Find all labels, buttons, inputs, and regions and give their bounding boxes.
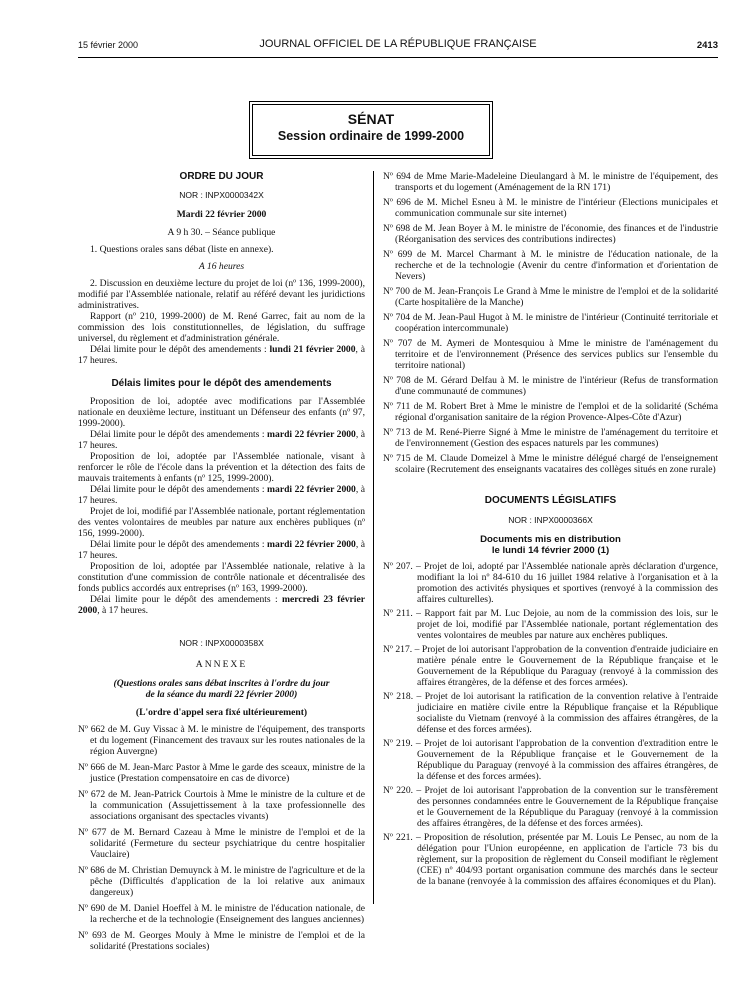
annexe-heading: ANNEXE <box>195 659 248 670</box>
document-item: Nº 219. – Projet de loi autorisant l'approbation de la convention d'extradition entre le Gouvernement de la République française et le Gouvernement de la République du Paraguay (renvoyé à la commission des affaires étrangères, de la défense et des forces armées). <box>383 738 718 782</box>
page-number: 2413 <box>696 40 718 51</box>
left-column <box>78 171 365 952</box>
documents-subtitle-1: Documents mis en distribution <box>480 534 621 545</box>
document-item: Nº 217. – Projet de loi autorisant l'approbation de la convention d'entraide judiciaire en matière pénale entre le Gouvernement de la République française et le Gouvernement de la République du Paraguay (renvoyé à la commission des affaires étrangères, de la défense et des forces armées). <box>383 644 718 688</box>
delai-2: Délai limite pour le dépôt des amendements : mardi 22 février 2000, à 17 heures. <box>78 484 365 506</box>
questions-list-left <box>78 724 365 952</box>
documents-subtitle-2: le lundi 14 février 2000 (1) <box>491 545 610 556</box>
document-item: Nº 218. – Projet de loi autorisant la ratification de la convention relative à l'entraide judiciaire en matière civile entre la République française et la République socialiste du Vietnam (renvoyé à la commission des affaires étrangères, de la défense et des forces armées). <box>383 691 718 735</box>
delai-item-2: Délai limite pour le dépôt des amendements : lundi 21 février 2000, à 17 heures. <box>78 344 365 366</box>
question-item: Nº 686 de M. Christian Demuynck à M. le ministre de l'agriculture et de la pêche (Difficultés d'application de la loi relative aux animaux dangereux) <box>78 865 365 898</box>
question-item: Nº 672 de M. Jean-Patrick Courtois à Mme le ministre de la culture et de la communication (Assujettissement à la taxe professionnelle des associations organisant des spectacles vivants) <box>78 789 365 822</box>
question-item: Nº 708 de M. Gérard Delfau à M. le ministre de l'intérieur (Refus de transformation d'une communauté de communes) <box>383 375 718 397</box>
agenda-item-2: 2. Discussion en deuxième lecture du projet de loi (nº 136, 1999-2000), modifié par l'Assemblée nationale, relatif au référé devant les juridictions administratives. <box>78 278 365 311</box>
nor-reference-documents: NOR : INPX0000366X <box>508 515 593 525</box>
document-item: Nº 221. – Proposition de résolution, présentée par M. Louis Le Pensec, au nom de la délégation pour l'Union européenne, en application de l'article 73 bis du règlement, sur la proposition de règlement du Conseil modifiant le règlement (CEE) nº 404/93 portant organisation commune des marchés dans le secteur de la banane (renvoyée à la commission des affaires économiques et du Plan). <box>383 832 718 887</box>
nor-reference-annexe: NOR : INPX0000358X <box>179 638 264 648</box>
ordre-appel-note: (L'ordre d'appel sera fixé ultérieurement) <box>135 707 308 718</box>
right-column <box>383 171 718 887</box>
delais-heading: Délais limites pour le dépôt des amendements <box>111 378 332 389</box>
page-header <box>78 38 718 54</box>
rapport-text: Rapport (nº 210, 1999-2000) de M. René Garrec, fait au nom de la commission des lois constitutionnelles, de législation, du suffrage universel, du règlement et d'administration générale. <box>78 311 365 344</box>
question-item: Nº 662 de M. Guy Vissac à M. le ministre de l'équipement, des transports et du logement (Financement des travaux sur les routes nationales de la région Auvergne) <box>78 724 365 757</box>
delai-1: Délai limite pour le dépôt des amendements : mardi 22 février 2000, à 17 heures. <box>78 429 365 451</box>
ordre-du-jour-heading: ORDRE DU JOUR <box>179 171 264 182</box>
proposition-4: Proposition de loi, adoptée par l'Assemblée nationale, relative à la constitution d'une commission de contrôle nationale et décentralisée des fonds publics accordés aux entreprises (nº 163, 1999-2000). <box>78 561 365 594</box>
proposition-3: Projet de loi, modifié par l'Assemblée nationale, portant réglementation des ventes volontaires de meubles par nature aux enchères publiques (nº 156, 1999-2000). <box>78 506 365 539</box>
question-item: Nº 700 de M. Jean-François Le Grand à Mme le ministre de l'emploi et de la solidarité (Carte hospitalière de la Manche) <box>383 286 718 308</box>
question-item: Nº 696 de M. Michel Esneu à M. le ministre de l'intérieur (Elections municipales et communication communale sur site internet) <box>383 197 718 219</box>
question-item: Nº 690 de M. Daniel Hoeffel à M. le ministre de l'éducation nationale, de la recherche et de la technologie (Enseignement des langues anciennes) <box>78 903 365 925</box>
question-item: Nº 677 de M. Bernard Cazeau à Mme le ministre de l'emploi et de la solidarité (Fermeture du secteur psychiatrique du centre hospitalier Vauclaire) <box>78 827 365 860</box>
delai-3: Délai limite pour le dépôt des amendements : mardi 22 février 2000, à 17 heures. <box>78 539 365 561</box>
session-title: Session ordinaire de 1999-2000 <box>277 129 465 143</box>
agenda-item-1: 1. Questions orales sans débat (liste en annexe). <box>90 244 274 255</box>
morning-session-time: A 9 h 30. – Séance publique <box>167 227 276 238</box>
nor-reference: NOR : INPX0000342X <box>179 190 264 200</box>
annexe-subtitle-2: de la séance du mardi 22 février 2000) <box>145 689 298 700</box>
question-item: Nº 715 de M. Claude Domeizel à Mme le ministre délégué chargé de l'enseignement scolaire (Recrutement des enseignants vacataires des collèges situés en zone rurale) <box>383 453 718 475</box>
question-item: Nº 713 de M. René-Pierre Signé à Mme le ministre de l'aménagement du territoire et de l'environnement (Gestion des espaces naturels par les communes) <box>383 427 718 449</box>
question-item: Nº 693 de M. Georges Mouly à Mme le ministre de l'emploi et de la solidarité (Prestations sociales) <box>78 930 365 952</box>
question-item: Nº 698 de M. Jean Boyer à M. le ministre de l'économie, des finances et de l'industrie (Réorganisation des services des contributions indirectes) <box>383 223 718 245</box>
proposition-2: Proposition de loi, adoptée par l'Assemblée nationale, visant à renforcer le rôle de l'école dans la prévention et la détection des faits de mauvais traitements à enfants (nº 125, 1999-2000). <box>78 451 365 484</box>
questions-list-right <box>383 171 718 475</box>
document-item: Nº 211. – Rapport fait par M. Luc Dejoie, au nom de la commission des lois, sur le projet de loi, modifié par l'Assemblée nationale, portant réglementation des ventes volontaires de meubles par nature aux enchères publiques. <box>383 608 718 641</box>
proposition-1: Proposition de loi, adoptée avec modifications par l'Assemblée nationale en deuxième lecture, instituant un Défenseur des enfants (nº 97, 1999-2000). <box>78 396 365 429</box>
issue-date: 15 février 2000 <box>78 40 139 50</box>
question-item: Nº 704 de M. Jean-Paul Hugot à M. le ministre de l'intérieur (Continuité territoriale et coopération intercommunale) <box>383 312 718 334</box>
senat-title: SÉNAT <box>347 111 395 127</box>
question-item: Nº 711 de M. Robert Bret à Mme le ministre de l'emploi et de la solidarité (Schéma régional d'organisation sanitaire de la région Provence-Alpes-Côte d'Azur) <box>383 401 718 423</box>
journal-title: JOURNAL OFFICIEL DE LA RÉPUBLIQUE FRANÇAISE <box>259 38 537 50</box>
question-item: Nº 699 de M. Marcel Charmant à M. le ministre de l'éducation nationale, de la recherche et de la technologie (Avenir du centre d'information et d'orientation de Nevers) <box>383 249 718 282</box>
afternoon-session-time: A 16 heures <box>198 261 245 272</box>
question-item: Nº 666 de M. Jean-Marc Pastor à Mme le garde des sceaux, ministre de la justice (Prestation compensatoire en cas de divorce) <box>78 762 365 784</box>
column-divider <box>373 171 374 904</box>
annexe-subtitle-1: (Questions orales sans débat inscrites à l'ordre du jour <box>113 678 330 689</box>
senat-title-box <box>252 104 490 156</box>
document-item: Nº 207. – Projet de loi, adopté par l'Assemblée nationale après déclaration d'urgence, modifiant la loi nº 84-610 du 16 juillet 1984 relative à l'organisation et à la promotion des activités physiques et sportives (renvoyé à la commission des affaires culturelles). <box>383 561 718 605</box>
question-item: Nº 707 de M. Aymeri de Montesquiou à Mme le ministre de l'aménagement du territoire et de l'environnement (Présence des services publics sur l'ensemble du territoire national) <box>383 338 718 371</box>
question-item: Nº 694 de Mme Marie-Madeleine Dieulangard à M. le ministre de l'équipement, des transports et du logement (Aménagement de la RN 171) <box>383 171 718 193</box>
delai-4: Délai limite pour le dépôt des amendements : mercredi 23 février 2000, à 17 heures. <box>78 594 365 616</box>
documents-list <box>383 561 718 887</box>
documents-legislatifs-heading: DOCUMENTS LÉGISLATIFS <box>484 495 617 506</box>
header-rule <box>78 57 718 58</box>
session-date: Mardi 22 février 2000 <box>176 209 267 220</box>
document-item: Nº 220. – Projet de loi autorisant l'approbation de la convention sur le transfèrement des personnes condamnées entre le Gouvernement de la République française et le Gouvernement de la République du Paraguay (renvoyé à la commission des affaires étrangères, de la défense et des forces armées). <box>383 785 718 829</box>
